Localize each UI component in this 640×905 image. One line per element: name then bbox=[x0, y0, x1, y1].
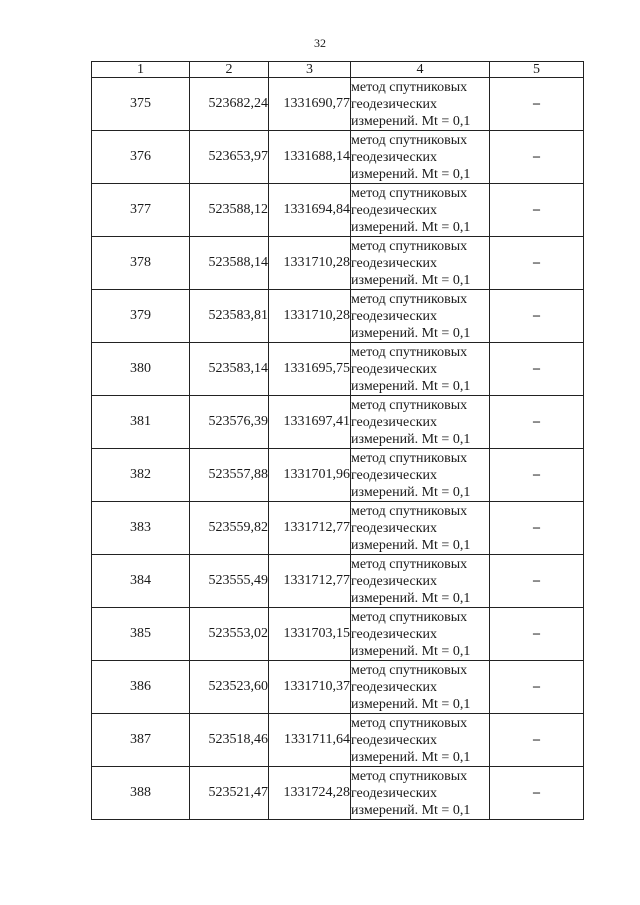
y-coordinate-cell bbox=[269, 237, 351, 290]
note-cell-text: – bbox=[533, 679, 540, 694]
note-cell-text: – bbox=[533, 308, 540, 323]
x-coordinate-cell-text: 523521,47 bbox=[208, 785, 268, 800]
point-number-cell-text: 388 bbox=[130, 785, 151, 800]
method-cell-text: метод спутниковых геодезических измерений. Mt = 0,1 bbox=[351, 662, 471, 712]
method-cell bbox=[351, 767, 490, 820]
method-cell-text: метод спутниковых геодезических измерений. Mt = 0,1 bbox=[351, 132, 471, 182]
x-coordinate-cell-text: 523653,97 bbox=[208, 149, 268, 164]
note-cell bbox=[490, 661, 584, 714]
note-cell bbox=[490, 767, 584, 820]
method-cell bbox=[351, 555, 490, 608]
method-cell bbox=[351, 290, 490, 343]
note-cell bbox=[490, 184, 584, 237]
note-cell-text: – bbox=[533, 785, 540, 800]
y-coordinate-cell bbox=[269, 555, 351, 608]
note-cell bbox=[490, 608, 584, 661]
point-number-cell-text: 381 bbox=[130, 414, 151, 429]
x-coordinate-cell-text: 523583,81 bbox=[208, 308, 268, 323]
x-coordinate-cell bbox=[190, 555, 269, 608]
point-number-cell-text: 378 bbox=[130, 255, 151, 270]
y-coordinate-cell-text: 1331710,37 bbox=[283, 679, 350, 694]
point-number-cell-text: 380 bbox=[130, 361, 151, 376]
note-cell bbox=[490, 396, 584, 449]
method-cell-text: метод спутниковых геодезических измерений. Mt = 0,1 bbox=[351, 185, 471, 235]
x-coordinate-cell-text: 523576,39 bbox=[208, 414, 268, 429]
point-number-cell bbox=[92, 449, 190, 502]
method-cell-text: метод спутниковых геодезических измерений. Mt = 0,1 bbox=[351, 344, 471, 394]
method-cell bbox=[351, 184, 490, 237]
table-row bbox=[92, 184, 584, 237]
note-cell-text: – bbox=[533, 732, 540, 747]
note-cell bbox=[490, 555, 584, 608]
y-coordinate-cell bbox=[269, 396, 351, 449]
note-cell bbox=[490, 343, 584, 396]
note-cell bbox=[490, 290, 584, 343]
x-coordinate-cell bbox=[190, 290, 269, 343]
table-row bbox=[92, 396, 584, 449]
x-coordinate-cell bbox=[190, 767, 269, 820]
y-coordinate-cell-text: 1331710,28 bbox=[283, 308, 350, 323]
method-cell bbox=[351, 396, 490, 449]
point-number-cell-text: 387 bbox=[130, 732, 151, 747]
table-body bbox=[92, 78, 584, 820]
method-cell bbox=[351, 502, 490, 555]
table-row bbox=[92, 502, 584, 555]
note-cell-text: – bbox=[533, 414, 540, 429]
point-number-cell-text: 377 bbox=[130, 202, 151, 217]
x-coordinate-cell-text: 523559,82 bbox=[208, 520, 268, 535]
note-cell-text: – bbox=[533, 202, 540, 217]
x-coordinate-cell-text: 523682,24 bbox=[208, 96, 268, 111]
table-row bbox=[92, 131, 584, 184]
y-coordinate-cell bbox=[269, 78, 351, 131]
point-number-cell bbox=[92, 237, 190, 290]
method-cell-text: метод спутниковых геодезических измерений. Mt = 0,1 bbox=[351, 79, 471, 129]
method-cell bbox=[351, 714, 490, 767]
method-cell-text: метод спутниковых геодезических измерений. Mt = 0,1 bbox=[351, 609, 471, 659]
y-coordinate-cell bbox=[269, 661, 351, 714]
method-cell-text: метод спутниковых геодезических измерений. Mt = 0,1 bbox=[351, 291, 471, 341]
x-coordinate-cell-text: 523583,14 bbox=[208, 361, 268, 376]
table-row bbox=[92, 343, 584, 396]
table-row bbox=[92, 714, 584, 767]
x-coordinate-cell bbox=[190, 237, 269, 290]
method-cell-text: метод спутниковых геодезических измерений. Mt = 0,1 bbox=[351, 768, 471, 818]
table-row bbox=[92, 78, 584, 131]
note-cell bbox=[490, 449, 584, 502]
table-header bbox=[92, 62, 584, 78]
y-coordinate-cell-text: 1331712,77 bbox=[283, 520, 350, 535]
note-cell-text: – bbox=[533, 255, 540, 270]
note-cell bbox=[490, 237, 584, 290]
point-number-cell bbox=[92, 555, 190, 608]
point-number-cell-text: 379 bbox=[130, 308, 151, 323]
note-cell-text: – bbox=[533, 626, 540, 641]
point-number-cell-text: 385 bbox=[130, 626, 151, 641]
point-number-cell bbox=[92, 290, 190, 343]
method-cell bbox=[351, 78, 490, 131]
y-coordinate-cell bbox=[269, 449, 351, 502]
y-coordinate-cell-text: 1331697,41 bbox=[283, 414, 350, 429]
y-coordinate-cell-text: 1331710,28 bbox=[283, 255, 350, 270]
header-col-2: 2 bbox=[190, 62, 269, 78]
header-row bbox=[92, 62, 584, 78]
point-number-cell bbox=[92, 767, 190, 820]
y-coordinate-cell-text: 1331694,84 bbox=[283, 202, 350, 217]
x-coordinate-cell-text: 523553,02 bbox=[208, 626, 268, 641]
y-coordinate-cell-text: 1331712,77 bbox=[283, 573, 350, 588]
method-cell-text: метод спутниковых геодезических измерений. Mt = 0,1 bbox=[351, 503, 471, 553]
note-cell bbox=[490, 714, 584, 767]
y-coordinate-cell-text: 1331690,77 bbox=[283, 96, 350, 111]
y-coordinate-cell-text: 1331695,75 bbox=[283, 361, 350, 376]
x-coordinate-cell bbox=[190, 608, 269, 661]
method-cell-text: метод спутниковых геодезических измерений. Mt = 0,1 bbox=[351, 715, 471, 765]
point-number-cell-text: 375 bbox=[130, 96, 151, 111]
y-coordinate-cell bbox=[269, 290, 351, 343]
point-number-cell-text: 384 bbox=[130, 573, 151, 588]
x-coordinate-cell-text: 523523,60 bbox=[208, 679, 268, 694]
table-row bbox=[92, 237, 584, 290]
x-coordinate-cell bbox=[190, 343, 269, 396]
point-number-cell bbox=[92, 396, 190, 449]
x-coordinate-cell bbox=[190, 449, 269, 502]
table-row bbox=[92, 661, 584, 714]
point-number-cell-text: 386 bbox=[130, 679, 151, 694]
point-number-cell bbox=[92, 502, 190, 555]
y-coordinate-cell bbox=[269, 343, 351, 396]
method-cell-text: метод спутниковых геодезических измерений. Mt = 0,1 bbox=[351, 450, 471, 500]
point-number-cell bbox=[92, 131, 190, 184]
coordinates-table bbox=[91, 61, 584, 820]
method-cell-text: метод спутниковых геодезических измерений. Mt = 0,1 bbox=[351, 397, 471, 447]
note-cell-text: – bbox=[533, 520, 540, 535]
x-coordinate-cell bbox=[190, 131, 269, 184]
x-coordinate-cell-text: 523518,46 bbox=[208, 732, 268, 747]
note-cell bbox=[490, 131, 584, 184]
x-coordinate-cell bbox=[190, 502, 269, 555]
y-coordinate-cell bbox=[269, 502, 351, 555]
x-coordinate-cell bbox=[190, 396, 269, 449]
header-col-1: 1 bbox=[92, 62, 190, 78]
y-coordinate-cell bbox=[269, 131, 351, 184]
note-cell-text: – bbox=[533, 361, 540, 376]
point-number-cell bbox=[92, 184, 190, 237]
y-coordinate-cell-text: 1331711,64 bbox=[284, 732, 350, 747]
x-coordinate-cell-text: 523557,88 bbox=[208, 467, 268, 482]
x-coordinate-cell-text: 523588,12 bbox=[208, 202, 268, 217]
y-coordinate-cell bbox=[269, 608, 351, 661]
method-cell bbox=[351, 237, 490, 290]
method-cell bbox=[351, 608, 490, 661]
y-coordinate-cell bbox=[269, 767, 351, 820]
x-coordinate-cell bbox=[190, 714, 269, 767]
point-number-cell bbox=[92, 714, 190, 767]
y-coordinate-cell-text: 1331688,14 bbox=[283, 149, 350, 164]
note-cell bbox=[490, 502, 584, 555]
table-row bbox=[92, 290, 584, 343]
note-cell bbox=[490, 78, 584, 131]
table-row bbox=[92, 767, 584, 820]
x-coordinate-cell bbox=[190, 184, 269, 237]
point-number-cell-text: 382 bbox=[130, 467, 151, 482]
method-cell bbox=[351, 449, 490, 502]
point-number-cell-text: 383 bbox=[130, 520, 151, 535]
header-col-3: 3 bbox=[269, 62, 351, 78]
note-cell-text: – bbox=[533, 467, 540, 482]
note-cell-text: – bbox=[533, 149, 540, 164]
point-number-cell bbox=[92, 78, 190, 131]
page-number: 32 bbox=[314, 36, 326, 50]
y-coordinate-cell-text: 1331724,28 bbox=[283, 785, 350, 800]
note-cell-text: – bbox=[533, 573, 540, 588]
point-number-cell-text: 376 bbox=[130, 149, 151, 164]
y-coordinate-cell bbox=[269, 184, 351, 237]
point-number-cell bbox=[92, 343, 190, 396]
method-cell-text: метод спутниковых геодезических измерений. Mt = 0,1 bbox=[351, 238, 471, 288]
point-number-cell bbox=[92, 661, 190, 714]
x-coordinate-cell bbox=[190, 78, 269, 131]
y-coordinate-cell-text: 1331701,96 bbox=[283, 467, 350, 482]
method-cell bbox=[351, 131, 490, 184]
table-row bbox=[92, 449, 584, 502]
table-row bbox=[92, 555, 584, 608]
note-cell-text: – bbox=[533, 96, 540, 111]
method-cell bbox=[351, 661, 490, 714]
x-coordinate-cell bbox=[190, 661, 269, 714]
table-row bbox=[92, 608, 584, 661]
point-number-cell bbox=[92, 608, 190, 661]
method-cell-text: метод спутниковых геодезических измерений. Mt = 0,1 bbox=[351, 556, 471, 606]
y-coordinate-cell bbox=[269, 714, 351, 767]
method-cell bbox=[351, 343, 490, 396]
header-col-4: 4 bbox=[351, 62, 490, 78]
x-coordinate-cell-text: 523555,49 bbox=[208, 573, 268, 588]
header-col-5: 5 bbox=[490, 62, 584, 78]
x-coordinate-cell-text: 523588,14 bbox=[208, 255, 268, 270]
y-coordinate-cell-text: 1331703,15 bbox=[283, 626, 350, 641]
